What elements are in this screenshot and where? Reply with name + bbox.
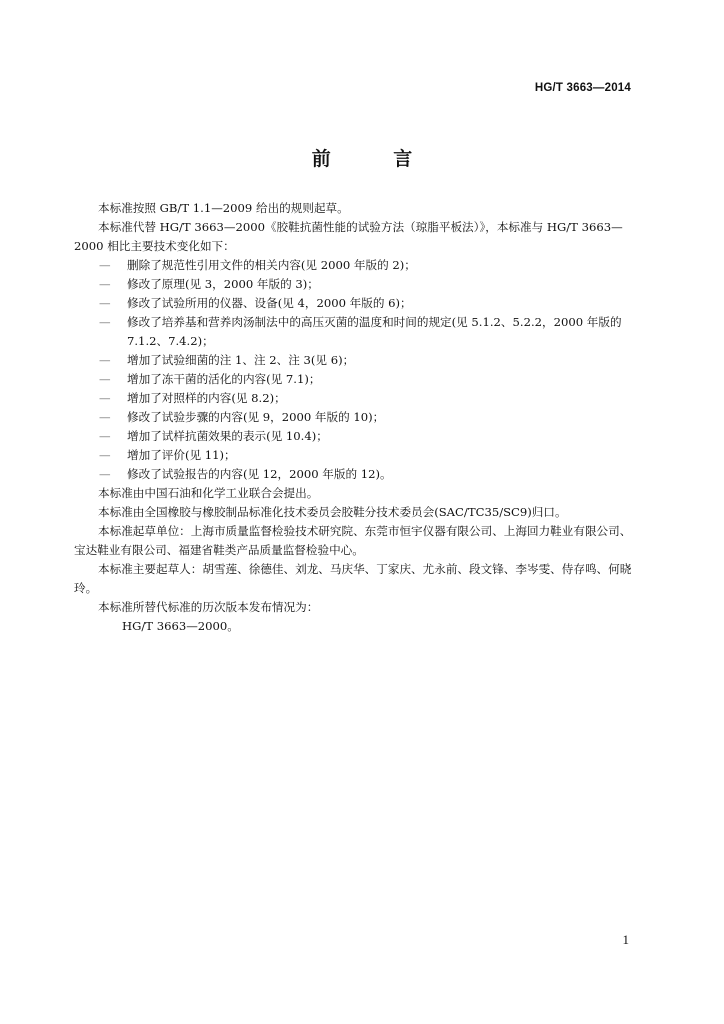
list-item-text: 修改了培养基和营养肉汤制法中的高压灭菌的温度和时间的规定(见 5.1.2、5.2.2，2000 年版的 7.1.2、7.4.2)； bbox=[127, 315, 622, 348]
paragraph-replacement: 本标准代替 HG/T 3663—2000《胶鞋抗菌性能的试验方法（琼脂平板法）》，本标准与 HG/T 3663—2000 相比主要技术变化如下： bbox=[74, 220, 623, 253]
list-item bbox=[74, 389, 632, 408]
list-item bbox=[74, 313, 632, 351]
standard-code: HG/T 3663—2014 bbox=[534, 82, 631, 94]
list-item-text: 修改了试验所用的仪器、设备(见 4，2000 年版的 6)； bbox=[127, 296, 412, 310]
list-dash: — bbox=[99, 429, 111, 443]
list-item bbox=[74, 465, 632, 484]
paragraph-drafting-units: 本标准起草单位：上海市质量监督检验技术研究院、东莞市恒宇仪器有限公司、上海回力鞋业有限公司、宝达鞋业有限公司、福建省鞋类产品质量监督检验中心。 bbox=[74, 524, 632, 557]
list-dash: — bbox=[99, 315, 111, 329]
changes-list bbox=[74, 256, 632, 484]
list-item bbox=[74, 351, 632, 370]
list-item-text: 增加了试验细菌的注 1、注 2、注 3(见 6)； bbox=[127, 353, 355, 367]
list-item-text: 增加了试样抗菌效果的表示(见 10.4)； bbox=[127, 429, 328, 443]
list-dash: — bbox=[99, 410, 111, 424]
list-item-text: 增加了对照样的内容(见 8.2)； bbox=[127, 391, 286, 405]
paragraph-proposer: 本标准由中国石油和化学工业联合会提出。 bbox=[98, 486, 319, 500]
list-dash: — bbox=[99, 391, 111, 405]
list-item bbox=[74, 256, 632, 275]
list-item-text: 删除了规范性引用文件的相关内容(见 2000 年版的 2)； bbox=[127, 258, 416, 272]
list-dash: — bbox=[99, 353, 111, 367]
list-item bbox=[74, 275, 632, 294]
list-item bbox=[74, 294, 632, 313]
list-item bbox=[74, 446, 632, 465]
list-dash: — bbox=[99, 467, 111, 481]
document-body bbox=[74, 199, 632, 636]
paragraph-history-intro: 本标准所替代标准的历次版本发布情况为： bbox=[98, 600, 319, 614]
list-item-text: 增加了冻干菌的活化的内容(见 7.1)； bbox=[127, 372, 321, 386]
list-dash: — bbox=[99, 372, 111, 386]
page-title: 前 言 bbox=[311, 148, 441, 170]
list-item bbox=[74, 427, 632, 446]
list-item-text: 修改了原理(见 3，2000 年版的 3)； bbox=[127, 277, 319, 291]
list-item-text: 修改了试验报告的内容(见 12，2000 年版的 12)。 bbox=[127, 467, 392, 481]
paragraph-drafters: 本标准主要起草人：胡雪莲、徐德佳、刘龙、马庆华、丁家庆、尤永前、段文锋、李岑雯、侍存鸣、何晓玲。 bbox=[74, 562, 632, 595]
list-item-text: 修改了试验步骤的内容(见 9，2000 年版的 10)； bbox=[127, 410, 385, 424]
list-dash: — bbox=[99, 448, 111, 462]
paragraph-drafting-rules: 本标准按照 GB/T 1.1—2009 给出的规则起草。 bbox=[98, 201, 349, 215]
list-dash: — bbox=[99, 258, 111, 272]
list-item bbox=[74, 408, 632, 427]
page-number: 1 bbox=[622, 932, 629, 947]
list-dash: — bbox=[99, 277, 111, 291]
paragraph-committee: 本标准由全国橡胶与橡胶制品标准化技术委员会胶鞋分技术委员会(SAC/TC35/SC9)归口。 bbox=[98, 505, 567, 519]
paragraph-history-version: HG/T 3663—2000。 bbox=[122, 619, 239, 633]
list-dash: — bbox=[99, 296, 111, 310]
list-item-text: 增加了评价(见 11)； bbox=[127, 448, 236, 462]
list-item bbox=[74, 370, 632, 389]
